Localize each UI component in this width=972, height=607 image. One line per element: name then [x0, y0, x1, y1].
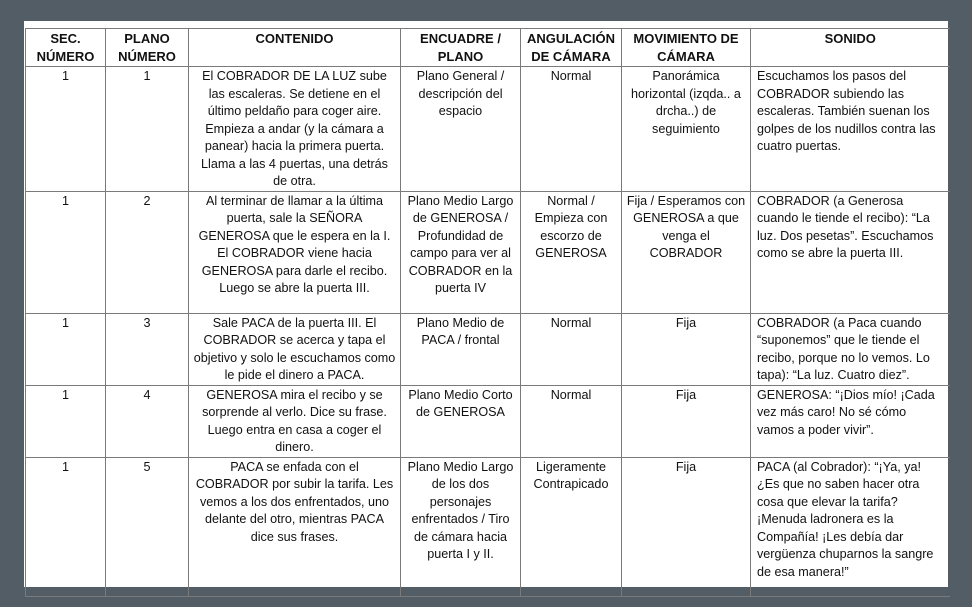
cell-plano: 1 — [106, 67, 189, 192]
cell-encuadre: Plano Medio de PACA / frontal — [401, 313, 521, 385]
cell-sec: 1 — [26, 457, 106, 596]
cell-movimiento: Fija — [622, 313, 751, 385]
cell-angulacion: Normal — [521, 385, 622, 457]
cell-movimiento: Panorámica horizontal (izqda.. a drcha..) de seguimiento — [622, 67, 751, 192]
cell-sonido: Escuchamos los pasos del COBRADOR subiendo las escaleras. También suenan los golpes de los nudillos contra las cuatro puertas. — [751, 67, 950, 192]
cell-movimiento: Fija — [622, 457, 751, 596]
header-encuadre: ENCUADRE / PLANO — [401, 29, 521, 67]
cell-angulacion: Normal — [521, 313, 622, 385]
header-contenido: CONTENIDO — [189, 29, 401, 67]
header-sec-numero: SEC. NÚMERO — [26, 29, 106, 67]
header-row — [26, 29, 950, 67]
cell-encuadre: Plano General / descripción del espacio — [401, 67, 521, 192]
cell-encuadre: Plano Medio Corto de GENEROSA — [401, 385, 521, 457]
cell-plano: 2 — [106, 191, 189, 313]
cell-sec: 1 — [26, 313, 106, 385]
cell-plano: 4 — [106, 385, 189, 457]
cell-angulacion: Ligeramente Contrapicado — [521, 457, 622, 596]
cell-sonido: PACA (al Cobrador): “¡Ya, ya! ¿Es que no saben hacer otra cosa que elevar la tarifa? ¡Menuda ladronera es la Compañía! ¡Les debía dar vergüenza chuparnos la sangre de esa manera!” — [751, 457, 950, 596]
table-row — [26, 67, 950, 192]
header-movimiento: MOVIMIENTO DE CÁMARA — [622, 29, 751, 67]
cell-sec: 1 — [26, 67, 106, 192]
cell-encuadre: Plano Medio Largo de los dos personajes enfrentados / Tiro de cámara hacia puerta I y II. — [401, 457, 521, 596]
cell-angulacion: Normal — [521, 67, 622, 192]
cell-sonido: GENEROSA: “¡Dios mío! ¡Cada vez más caro! No sé cómo vamos a poder vivir”. — [751, 385, 950, 457]
cell-contenido: GENEROSA mira el recibo y se sorprende al verlo. Dice su frase. Luego entra en casa a coger el dinero. — [189, 385, 401, 457]
header-sonido: SONIDO — [751, 29, 950, 67]
cell-movimiento: Fija / Esperamos con GENEROSA a que venga el COBRADOR — [622, 191, 751, 313]
cell-angulacion: Normal / Empieza con escorzo de GENEROSA — [521, 191, 622, 313]
cell-sec: 1 — [26, 385, 106, 457]
cell-sonido: COBRADOR (a Generosa cuando le tiende el recibo): “La luz. Dos pesetas”. Escuchamos como se abre la puerta III. — [751, 191, 950, 313]
cell-contenido: PACA se enfada con el COBRADOR por subir la tarifa. Les vemos a los dos enfrentados, uno delante del otro, mientras PACA dice sus frases. — [189, 457, 401, 596]
table-row — [26, 191, 950, 313]
cell-contenido: Al terminar de llamar a la última puerta, sale la SEÑORA GENEROSA que le espera en la I. El COBRADOR viene hacia GENEROSA para darle el recibo. Luego se abre la puerta III. — [189, 191, 401, 313]
header-plano-numero: PLANO NÚMERO — [106, 29, 189, 67]
shot-list-table — [25, 28, 950, 597]
cell-movimiento: Fija — [622, 385, 751, 457]
table-row — [26, 385, 950, 457]
cell-plano: 5 — [106, 457, 189, 596]
cell-sonido: COBRADOR (a Paca cuando “suponemos” que le tiende el recibo, porque no lo vemos. Lo tapa): “La luz. Cuatro diez”. — [751, 313, 950, 385]
document-page — [24, 21, 948, 587]
cell-contenido: El COBRADOR DE LA LUZ sube las escaleras. Se detiene en el último peldaño para coger aire. Empieza a andar (y la cámara a panear) hacia la primera puerta. Llama a las 4 puertas, una detrás de otra. — [189, 67, 401, 192]
table-row — [26, 313, 950, 385]
cell-sec: 1 — [26, 191, 106, 313]
cell-contenido: Sale PACA de la puerta III. El COBRADOR se acerca y tapa el objetivo y solo le escuchamos como le pide el dinero a PACA. — [189, 313, 401, 385]
header-angulacion: ANGULACIÓN DE CÁMARA — [521, 29, 622, 67]
cell-encuadre: Plano Medio Largo de GENEROSA / Profundidad de campo para ver al COBRADOR en la puerta IV — [401, 191, 521, 313]
table-row — [26, 457, 950, 596]
cell-plano: 3 — [106, 313, 189, 385]
